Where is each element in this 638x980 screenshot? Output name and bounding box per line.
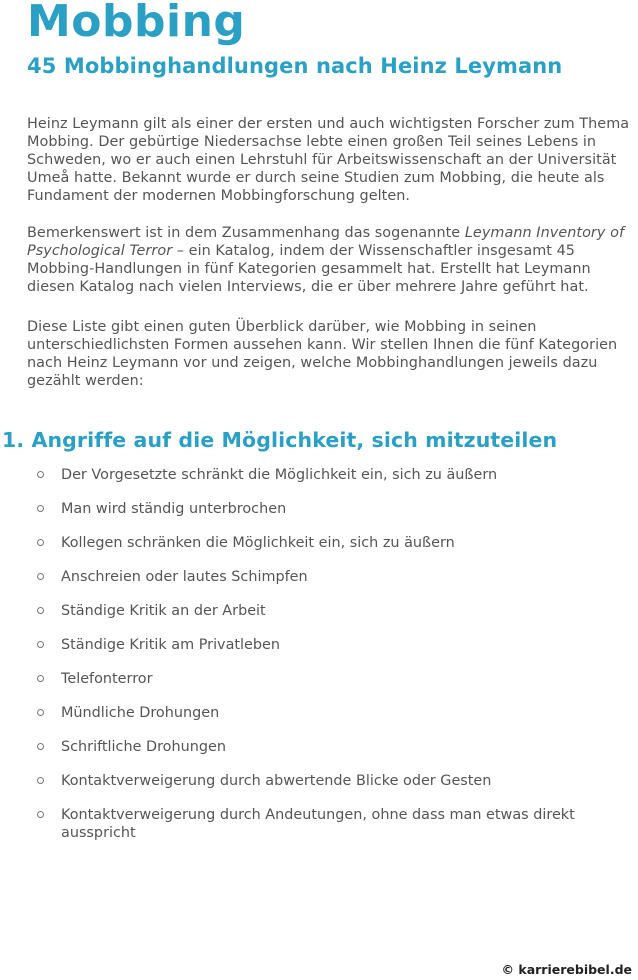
list-item [0, 772, 601, 790]
list-item [0, 806, 601, 842]
circle-bullet-icon [37, 607, 44, 614]
list-item [0, 704, 601, 722]
circle-bullet-icon [37, 777, 44, 784]
circle-bullet-icon [37, 709, 44, 716]
list-item [0, 568, 601, 586]
list-item-text: Man wird ständig unterbrochen [61, 501, 287, 517]
list-item [0, 636, 601, 654]
leymann-inventory-title: Leymann Inventory of Psychological Terror [27, 225, 625, 259]
list-item [0, 670, 601, 688]
list-item-text: Kollegen schränken die Möglichkeit ein, sich zu äußern [61, 535, 455, 551]
list-item-text: Der Vorgesetzte schränkt die Möglichkeit ein, sich zu äußern [61, 467, 498, 483]
circle-bullet-icon [37, 811, 44, 818]
circle-bullet-icon [37, 675, 44, 682]
circle-bullet-icon [37, 641, 44, 648]
list-item-text: Ständige Kritik am Privatleben [61, 637, 281, 653]
circle-bullet-icon [37, 471, 44, 478]
list-item [0, 602, 601, 620]
section-heading: 1. Angriffe auf die Möglichkeit, sich mitzuteilen [2, 428, 558, 452]
list-item [0, 500, 601, 518]
circle-bullet-icon [37, 539, 44, 546]
list-item-text: Schriftliche Drohungen [61, 739, 226, 755]
mobbing-actions-list [0, 466, 638, 858]
list-item [0, 534, 601, 552]
paragraph-2-text-end: – ein Katalog, indem der Wissenschaftler insgesamt 45 Mobbing-Handlungen in fünf Kategorien gesammelt hat. Erstellt hat Leymann diesen Katalog nach vielen Interviews, die er über mehrere Jahre geführt hat. [27, 243, 591, 295]
paragraph-2-text-start: Bemerkenswert ist in dem Zusammenhang das sogenannte [27, 225, 465, 241]
list-item-text: Mündliche Drohungen [61, 705, 220, 721]
list-item-text: Ständige Kritik an der Arbeit [61, 603, 266, 619]
document-title: Mobbing [27, 0, 246, 47]
document-subtitle: 45 Mobbinghandlungen nach Heinz Leymann [27, 54, 563, 78]
list-item-text: Anschreien oder lautes Schimpfen [61, 569, 308, 585]
intro-paragraph-3: Diese Liste gibt einen guten Überblick darüber, wie Mobbing in seinen unterschiedlichsten Formen aussehen kann. Wir stellen Ihnen die fünf Kategorien nach Heinz Leymann vor und zeigen, welche Mobbinghandlungen jeweils dazu gezählt werden: [27, 319, 618, 389]
circle-bullet-icon [37, 743, 44, 750]
list-item-text: Telefonterror [61, 671, 153, 687]
list-item-text: Kontaktverweigerung durch abwertende Blicke oder Gesten [61, 773, 492, 789]
intro-paragraph-2 [27, 224, 638, 296]
circle-bullet-icon [37, 573, 44, 580]
list-item [0, 738, 601, 756]
list-item [0, 466, 601, 484]
copyright-footer: © karrierebibel.de [501, 962, 632, 977]
intro-paragraph-1: Heinz Leymann gilt als einer der ersten und auch wichtigsten Forscher zum Thema Mobbing. Der gebürtige Niedersachse lebte einen großen Teil seines Lebens in Schweden, wo er auch einen Lehrstuhl für Arbeitswissenschaft an der Universität Umeå hatte. Bekannt wurde er durch seine Studien zum Mobbing, die heute als Fundament der modernen Mobbingforschung gelten. [27, 116, 630, 204]
list-item-text: Kontaktverweigerung durch Andeutungen, ohne dass man etwas direkt ausspricht [61, 807, 575, 841]
circle-bullet-icon [37, 505, 44, 512]
